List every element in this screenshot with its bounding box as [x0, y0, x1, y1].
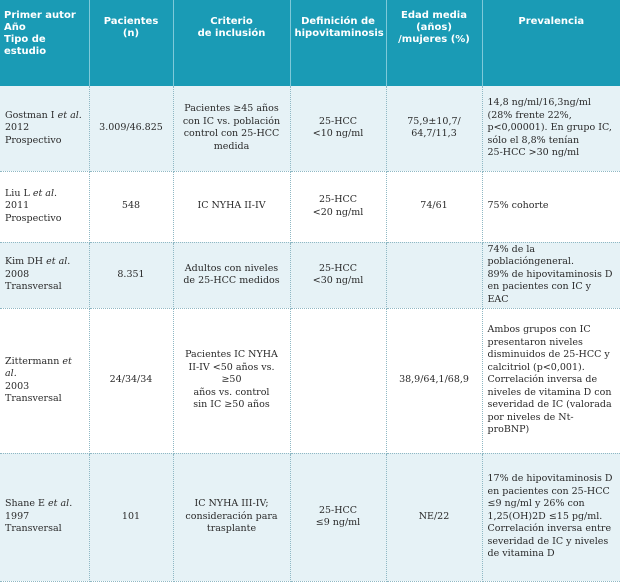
age-cell: NE/22 — [386, 453, 482, 581]
header-patients: Pacientes (n) — [89, 0, 173, 86]
patients-cell: 24/34/34 — [89, 308, 173, 453]
definition-cell: 25-HCC <10 ng/ml — [290, 86, 386, 171]
prevalence-cell: Ambos grupos con IC presentaron niveles disminuidos de 25-HCC y calcitriol (p<0,001). Correlación inversa de niveles de vitamina D con severidad de IC (valorada por niveles de Nt-proBNP) — [482, 308, 620, 453]
prevalence-cell: 14,8 ng/ml/16,3ng/ml (28% frente 22%, p<0,00001). En grupo IC, sólo el 8,8% tenían 25-HCC >30 ng/ml — [482, 86, 620, 171]
patients-cell: 3.009/46.825 — [89, 86, 173, 171]
patients-cell: 548 — [89, 171, 173, 242]
prevalence-cell: 74% de la poblacióngeneral. 89% de hipovitaminosis D en pacientes con IC y EAC — [482, 242, 620, 308]
header-row — [0, 0, 620, 86]
age-cell: 38,9/64,1/68,9 — [386, 308, 482, 453]
definition-cell: 25-HCC ≤9 ng/ml — [290, 453, 386, 581]
table-row — [0, 171, 620, 242]
definition-cell: 25-HCC <30 ng/ml — [290, 242, 386, 308]
prevalence-cell: 75% cohorte — [482, 171, 620, 242]
criteria-cell: Pacientes IC NYHA II-IV <50 años vs. ≥50 años vs. control sin IC ≥50 años — [173, 308, 290, 453]
patients-cell: 8.351 — [89, 242, 173, 308]
age-cell — [386, 242, 482, 308]
author-cell: Kim DH et al. 2008 Transversal — [0, 242, 89, 308]
definition-cell — [290, 308, 386, 453]
table-row — [0, 242, 620, 308]
author-cell: Shane E et al. 1997 Transversal — [0, 453, 89, 581]
header-definition: Definición de hipovitaminosis — [290, 0, 386, 86]
table-row — [0, 453, 620, 581]
header-author: Primer autor Año Tipo de estudio — [0, 0, 89, 86]
criteria-cell: Adultos con niveles de 25-HCC medidos — [173, 242, 290, 308]
prevalence-cell: 17% de hipovitaminosis D en pacientes con 25-HCC ≤9 ng/ml y 26% con 1,25(OH)2D ≤15 pg/ml. Correlación inversa entre severidad de IC y niveles de vitamina D — [482, 453, 620, 581]
author-cell: Gostman I et al. 2012 Prospectivo — [0, 86, 89, 171]
definition-cell: 25-HCC <20 ng/ml — [290, 171, 386, 242]
table-row — [0, 86, 620, 171]
criteria-cell: IC NYHA II-IV — [173, 171, 290, 242]
header-criteria: Criterio de inclusión — [173, 0, 290, 86]
author-cell: Liu L et al. 2011 Prospectivo — [0, 171, 89, 242]
criteria-cell: Pacientes ≥45 años con IC vs. población control con 25-HCC medida — [173, 86, 290, 171]
author-cell: Zittermann et al. 2003 Transversal — [0, 308, 89, 453]
table-row — [0, 308, 620, 453]
patients-cell: 101 — [89, 453, 173, 581]
header-age: Edad media (años) /mujeres (%) — [386, 0, 482, 86]
header-prevalence: Prevalencia — [482, 0, 620, 86]
age-cell: 74/61 — [386, 171, 482, 242]
age-cell: 75,9±10,7/ 64,7/11,3 — [386, 86, 482, 171]
criteria-cell: IC NYHA III-IV; consideración para trasplante — [173, 453, 290, 581]
